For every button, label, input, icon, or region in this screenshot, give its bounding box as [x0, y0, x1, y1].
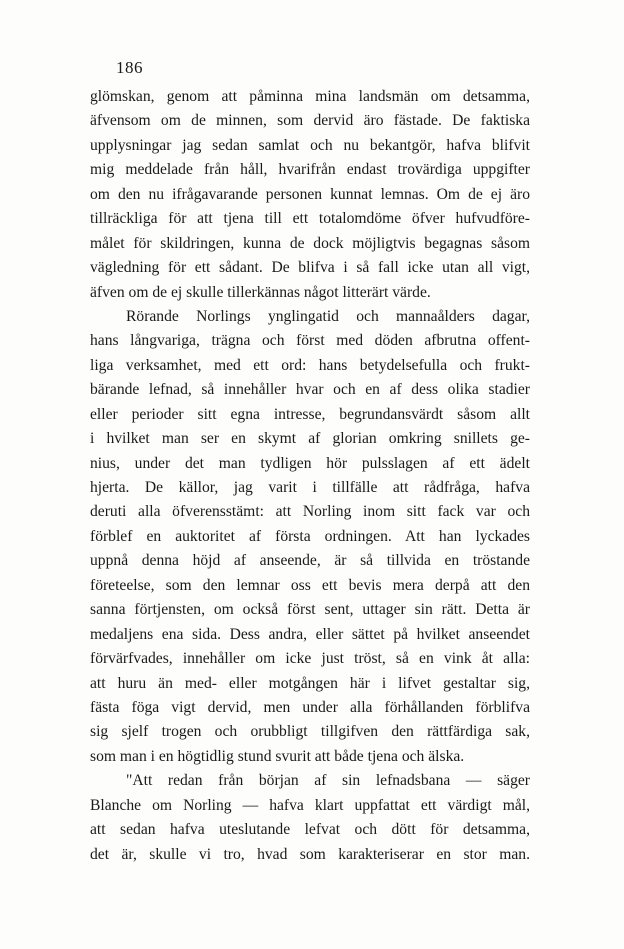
text-line: förblef en auktoritet af första ordningen. Att han lyckades — [90, 527, 530, 545]
text-line: hjerta. De källor, jag varit i tillfälle att rådfråga, hafva — [90, 479, 530, 496]
text-line: upplysningar jag sedan samlat och nu bekantgör, hafva blifvit — [90, 136, 530, 154]
text-line: "Att redan från början af sin lefnadsbana — säger — [126, 772, 530, 790]
text-line: liga verksamhet, med ett ord: hans betydelsefulla och frukt- — [90, 356, 530, 374]
text-line: nius, under det man tydligen hör pulsslagen af ett ädelt — [90, 454, 530, 472]
text-line: äfven om de ej skulle tillerkännas något litterärt värde. — [90, 283, 431, 301]
text-line: uppnå denna höjd af anseende, är så tillvida en tröstande — [90, 552, 530, 570]
text-line: om den nu ifrågavarande personen kunnat lemnas. Om de ej äro — [90, 185, 530, 203]
text-line: Blanche om Norling — hafva klart uppfattat ett värdigt mål, — [90, 796, 530, 814]
text-line: fästa föga vigt dervid, men under alla förhållanden förblifva — [90, 698, 530, 716]
text-line: vägledning för ett sådant. De blifva i så fall icke utan all vigt, — [90, 259, 530, 277]
text-line: företeelse, som den lemnar oss ett bevis mera derpå att den — [90, 576, 530, 594]
text-line: det är, skulle vi tro, hvad som karakteriserar en stor man. — [90, 845, 530, 863]
text-line: förvärfvades, innehåller om icke just tröst, så en vink åt alla: — [90, 650, 530, 668]
text-line: hans långvariga, trägna och först med döden afbrutna offent- — [90, 332, 530, 350]
text-line: medaljens ena sida. Dess andra, eller sättet på hvilket anseendet — [90, 625, 530, 643]
text-line: tillräckliga för att tjena till ett totalomdöme öfver hufvudföre- — [90, 210, 530, 228]
text-line: att sedan hafva uteslutande lefvat och dött för detsamma, — [90, 821, 530, 839]
text-line: sig sjelf trogen och orubbligt tillgifven den rättfärdiga sak, — [90, 723, 530, 741]
text-line: som man i en högtidlig stund svurit att både tjena och älska. — [90, 747, 465, 765]
page-number: 186 — [116, 58, 143, 77]
text-line: glömskan, genom att påminna mina landsmän om detsamma, — [90, 88, 530, 105]
text-line: målet för skildringen, kunna de dock möjligtvis begagnas såsom — [90, 234, 530, 252]
body-text — [90, 85, 530, 867]
text-line: att huru än med- eller motgången här i lifvet gestaltar sig, — [90, 674, 530, 692]
text-line: bärande lefnad, så innehåller hvar och en af dess olika stadier — [90, 381, 530, 399]
text-line: mig meddelade från håll, hvarifrån endast trovärdiga uppgifter — [90, 161, 530, 179]
text-line: eller perioder sitt egna intresse, begrundansvärdt såsom allt — [90, 405, 530, 423]
text-line: sanna förtjensten, om också först sent, uttager sin rätt. Detta är — [90, 601, 530, 619]
text-line: i hvilket man ser en skymt af glorian omkring snillets ge- — [90, 430, 530, 448]
text-line: äfvensom om de minnen, som dervid äro fästade. De faktiska — [90, 112, 530, 130]
text-line: Rörande Norlings ynglingatid och mannaålders dagar, — [126, 307, 530, 325]
text-line: deruti alla öfverensstämt: att Norling inom sitt fack var och — [90, 503, 530, 521]
